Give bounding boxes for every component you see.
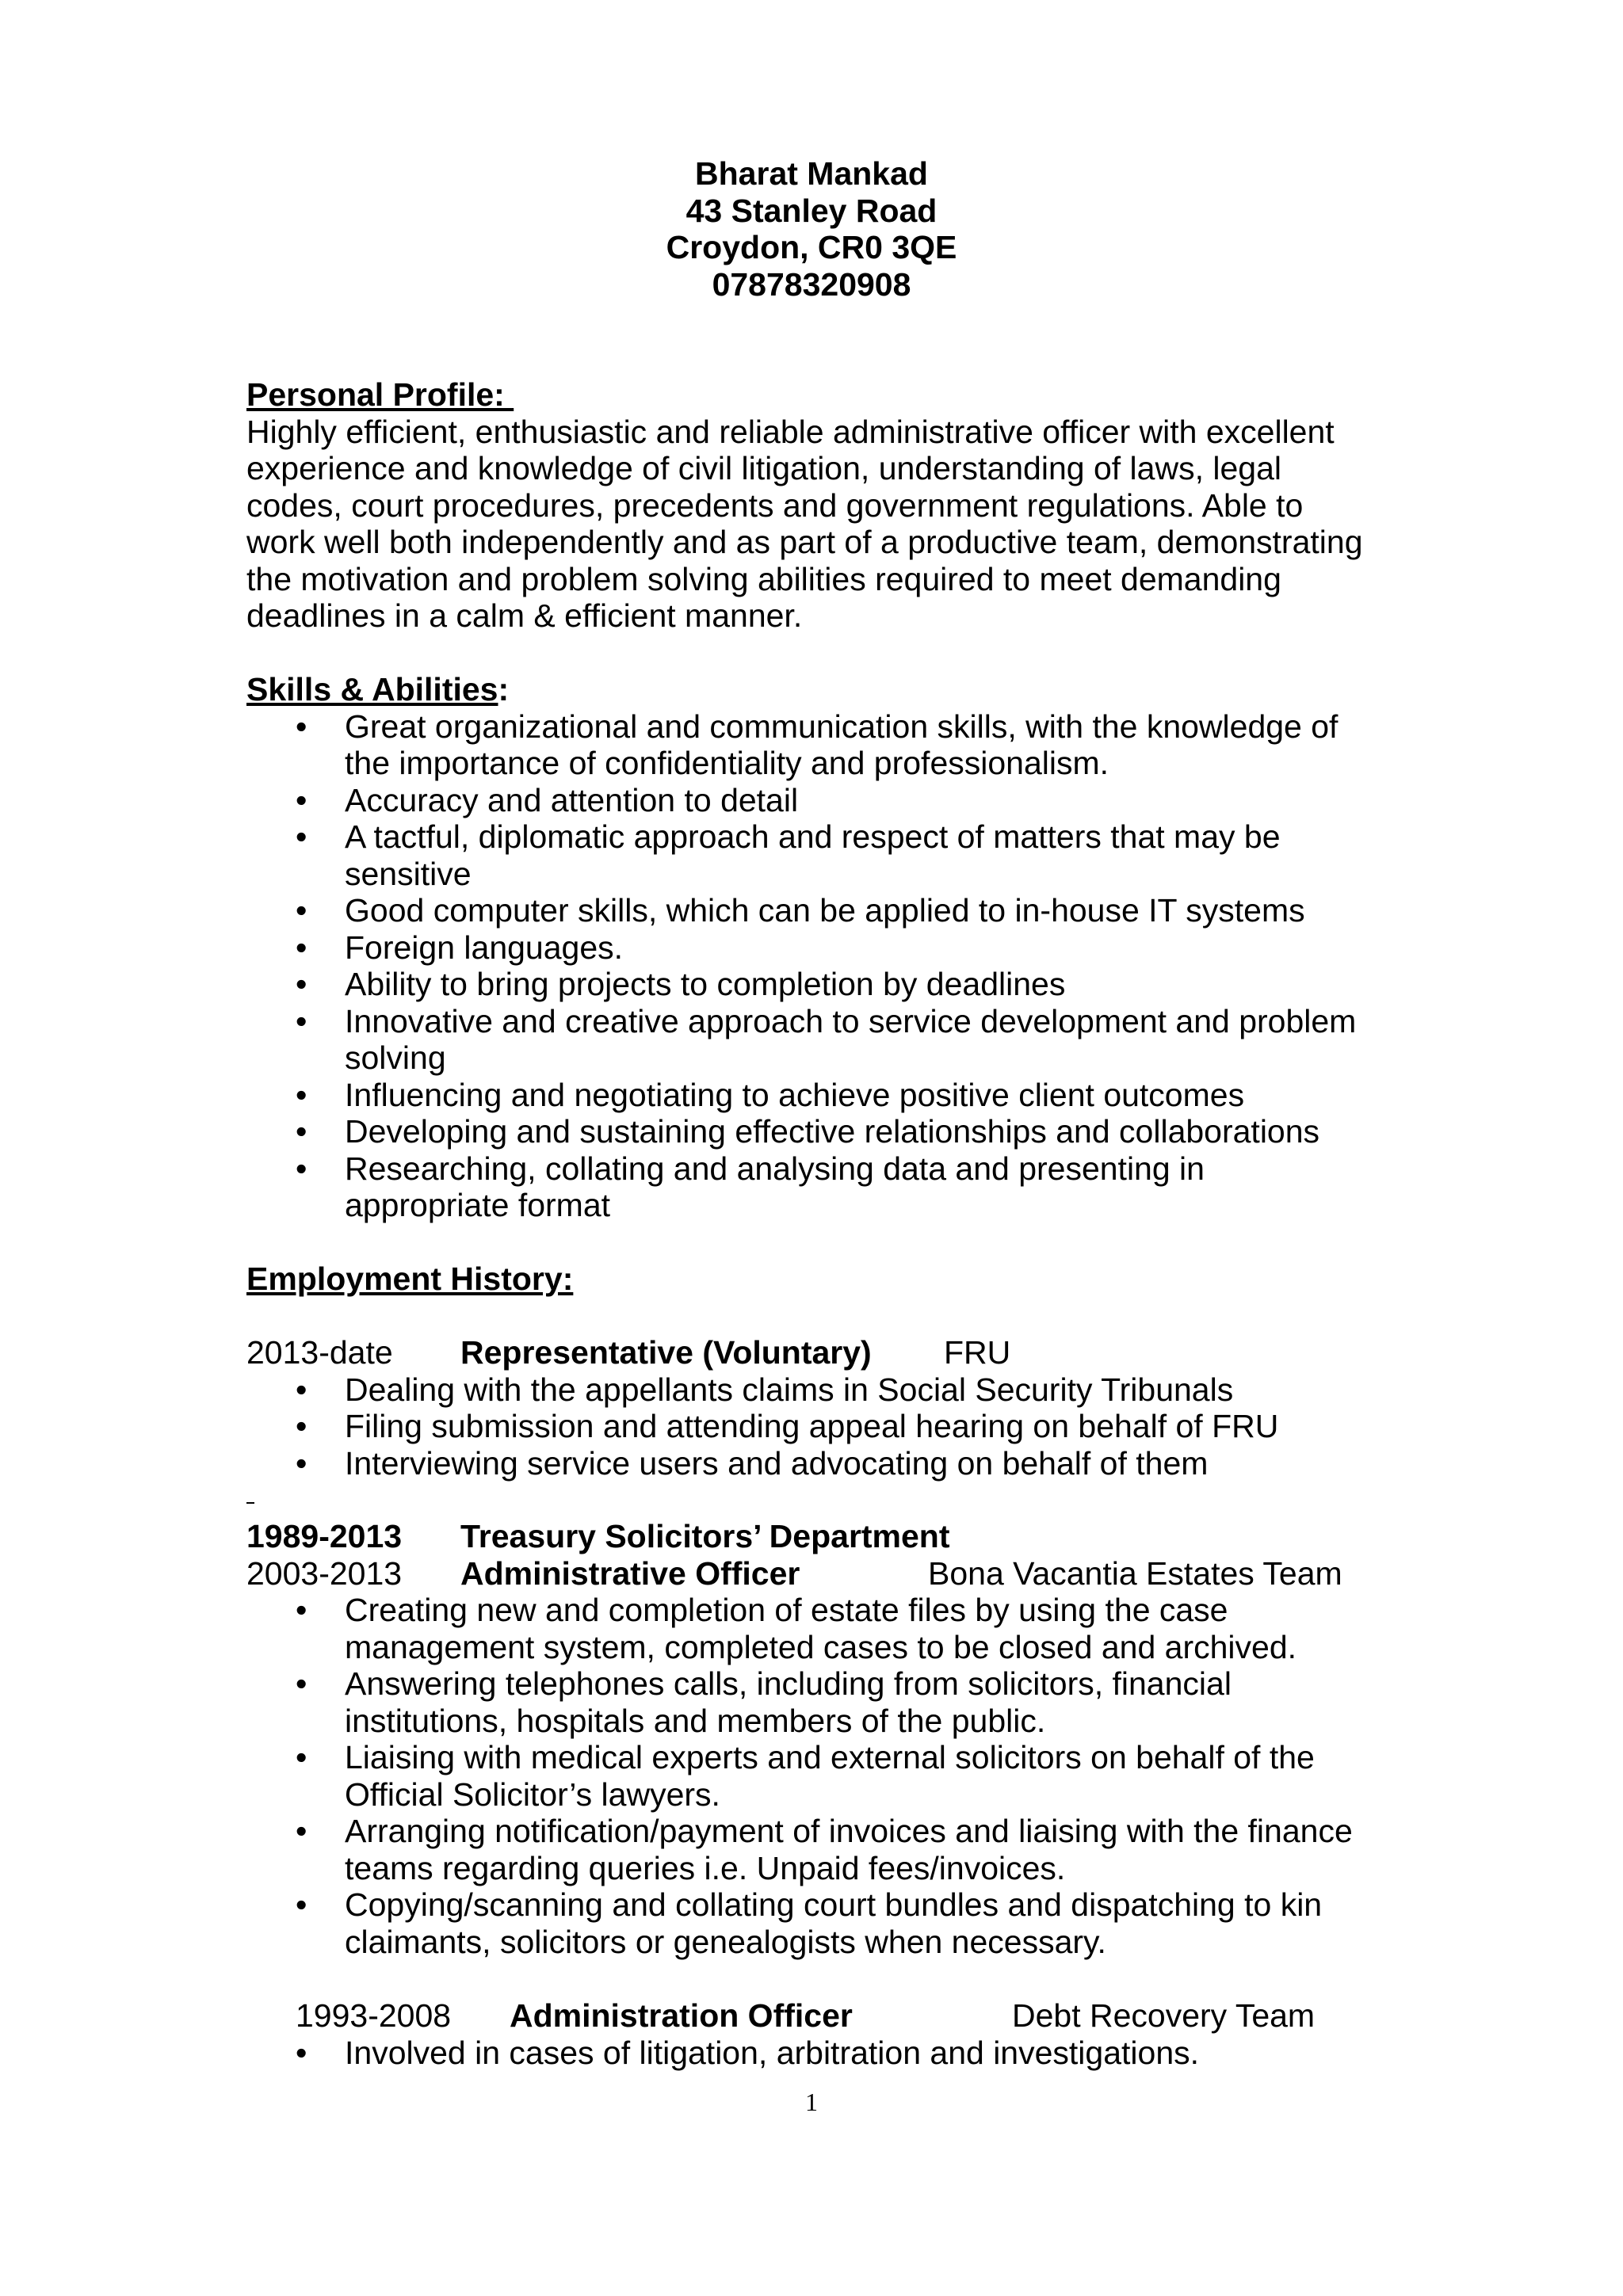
bullet-icon: • xyxy=(296,1739,307,1775)
list-item: • Great organizational and communication skills, with the knowledge of the importance of confidentiality and professionalism. xyxy=(296,707,1338,781)
bullet-icon: • xyxy=(296,1444,307,1482)
job-title: Administration Officer xyxy=(510,1997,853,2034)
bullet-icon: • xyxy=(296,1150,307,1187)
personal-profile-text: Highly efficient, enthusiastic and reliable administrative officer with excellent experience and knowledge of civil litigation, understanding of laws, legal codes, court procedures, precedents and government regulations. Able to work well both independently and as part of a productive team, demonstrating the motivation and problem solving abilities required to meet demanding deadlines in a calm & efficient manner. xyxy=(246,413,1363,634)
job-header xyxy=(246,1334,1435,1371)
job-sub-team: Bona Vacantia Estates Team xyxy=(928,1554,1342,1592)
bullet-icon: • xyxy=(296,1592,307,1628)
job-dates: 1993-2008 xyxy=(296,1997,452,2034)
list-item: • Interviewing service users and advocating on behalf of them xyxy=(296,1444,1209,1482)
list-item: • Good computer skills, which can be applied to in-house IT systems xyxy=(296,892,1305,929)
list-item: • Dealing with the appellants claims in Social Security Tribunals xyxy=(296,1371,1234,1408)
bullet-icon: • xyxy=(296,966,307,1002)
bullet-icon: • xyxy=(296,929,307,966)
bullet-icon: • xyxy=(296,892,307,929)
list-item: • Copying/scanning and collating court bundles and dispatching to kin claimants, solicitors or genealogists when necessary. xyxy=(296,1886,1323,1960)
bullet-icon: • xyxy=(296,781,307,818)
personal-profile-heading: Personal Profile: xyxy=(246,376,514,413)
phone-number: 07878320908 xyxy=(712,265,911,303)
job-sub-dates: 2003-2013 xyxy=(246,1554,403,1592)
bullet-icon: • xyxy=(296,1076,307,1113)
personal-profile-section xyxy=(246,376,1435,635)
list-item: • Liaising with medical experts and external solicitors on behalf of the Official Solicitor’s lawyers. xyxy=(296,1739,1315,1813)
bullet-icon: • xyxy=(296,1371,307,1408)
job-header xyxy=(246,1518,1435,1555)
employment-section xyxy=(246,1261,1435,1298)
job-dates: 1989-2013 xyxy=(246,1518,403,1554)
job-duties-list xyxy=(246,1592,1435,1960)
address-line-1: 43 Stanley Road xyxy=(685,192,938,229)
bullet-icon: • xyxy=(296,1113,307,1150)
bullet-icon: • xyxy=(296,1665,307,1702)
list-item: • Answering telephones calls, including from solicitors, financial institutions, hospitals and members of the public. xyxy=(296,1665,1232,1739)
bullet-icon: • xyxy=(296,2034,307,2071)
bullet-icon: • xyxy=(296,1813,307,1849)
candidate-name: Bharat Mankad xyxy=(695,155,928,192)
job-dates: 2013-date xyxy=(246,1334,393,1371)
list-item: • Researching, collating and analysing data and presenting in appropriate format xyxy=(296,1150,1205,1223)
skills-heading: Skills & Abilities xyxy=(246,671,498,707)
list-item: • Developing and sustaining effective relationships and collaborations xyxy=(296,1113,1320,1150)
job-fru xyxy=(246,1334,1435,1482)
list-item: • Arranging notification/payment of invoices and liaising with the finance teams regarding queries i.e. Unpaid fees/invoices. xyxy=(296,1813,1353,1886)
list-item: • Ability to bring projects to completion by deadlines xyxy=(296,966,1066,1002)
contact-header xyxy=(0,155,1623,303)
job-team: Debt Recovery Team xyxy=(1012,1997,1316,2034)
list-item: • Creating new and completion of estate files by using the case management system, completed cases to be closed and archived. xyxy=(296,1592,1297,1665)
job-debt-recovery xyxy=(246,1997,1435,2071)
divider-mark xyxy=(246,1502,254,1504)
list-item: • Innovative and creative approach to service development and problem solving xyxy=(296,1002,1357,1076)
job-title: Representative (Voluntary) xyxy=(460,1334,872,1371)
job-header xyxy=(246,1997,1435,2035)
bullet-icon: • xyxy=(296,1002,307,1039)
skills-section xyxy=(246,671,1435,1224)
list-item: • Foreign languages. xyxy=(296,929,624,966)
skills-heading-row xyxy=(246,671,1435,708)
list-item: • A tactful, diplomatic approach and respect of matters that may be sensitive xyxy=(296,818,1281,892)
job-duties-list xyxy=(246,1371,1435,1482)
job-duties-list xyxy=(246,2035,1435,2072)
job-treasury xyxy=(246,1518,1435,1960)
list-item: • Influencing and negotiating to achieve positive client outcomes xyxy=(296,1076,1245,1113)
job-organisation: Treasury Solicitors’ Department xyxy=(460,1518,950,1554)
skills-list xyxy=(246,708,1435,1224)
list-item: • Filing submission and attending appeal hearing on behalf of FRU xyxy=(296,1408,1279,1444)
page-number: 1 xyxy=(805,2088,818,2116)
address-line-2: Croydon, CR0 3QE xyxy=(666,229,957,265)
bullet-icon: • xyxy=(296,818,307,855)
skills-heading-colon: : xyxy=(498,671,510,707)
bullet-icon: • xyxy=(296,707,307,745)
bullet-icon: • xyxy=(296,1408,307,1444)
job-subheader xyxy=(246,1555,1435,1592)
bullet-icon: • xyxy=(296,1886,307,1923)
list-item: • Involved in cases of litigation, arbitration and investigations. xyxy=(296,2034,1200,2071)
job-organisation: FRU xyxy=(944,1334,1011,1371)
employment-heading: Employment History: xyxy=(246,1261,574,1297)
list-item: • Accuracy and attention to detail xyxy=(296,781,799,818)
job-sub-title: Administrative Officer xyxy=(460,1554,800,1592)
